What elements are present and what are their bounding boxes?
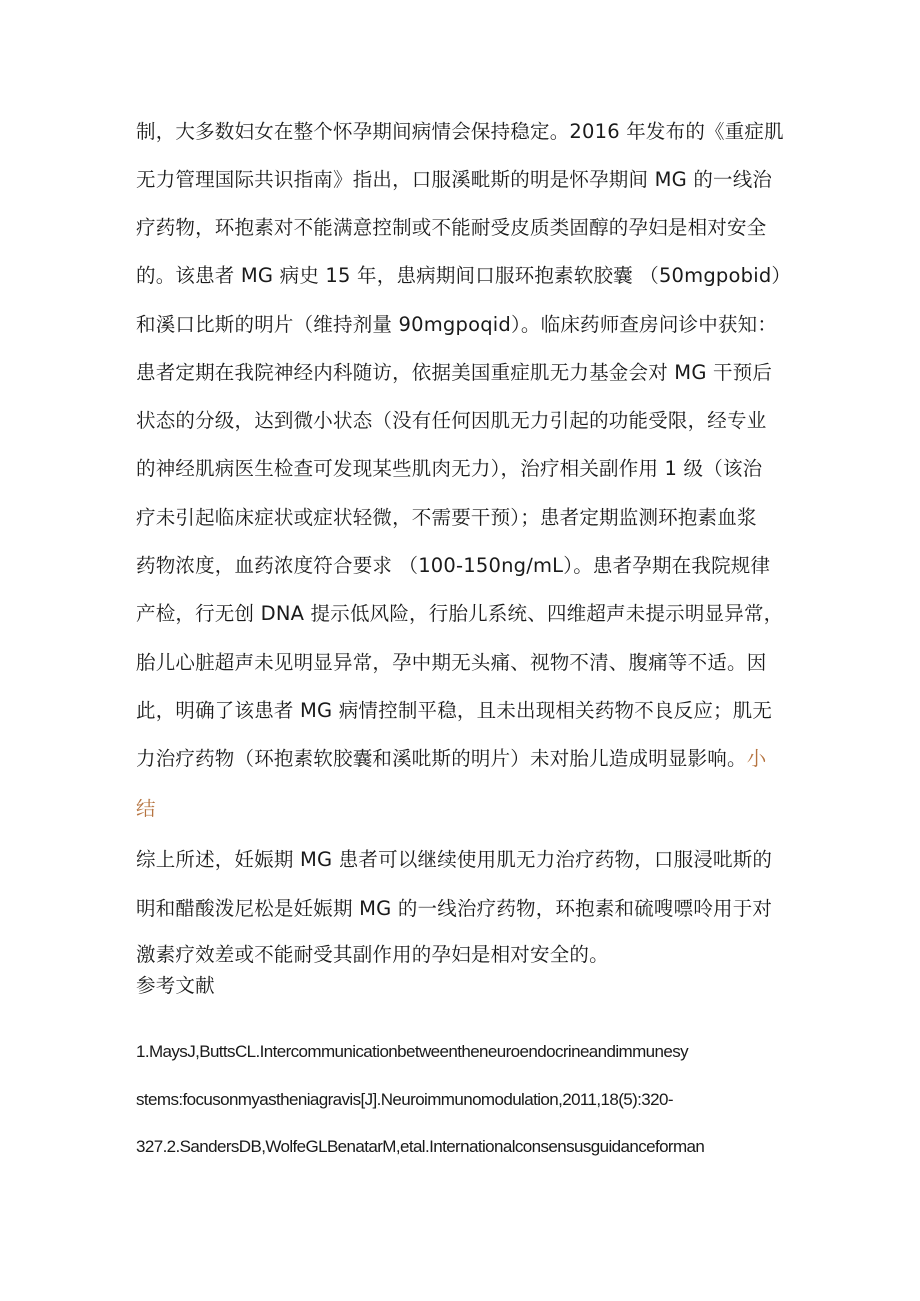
paragraph-line bbox=[136, 745, 816, 773]
paragraph-line: 的。该患者 MG 病史 15 年，患病期间口服环抱素软胶囊 （50mgpobid） bbox=[136, 264, 792, 287]
paragraph-line-text: 力治疗药物（环抱素软胶囊和溪吡斯的明片）未对胎儿造成明显影响。 bbox=[136, 747, 747, 770]
paragraph-line: 患者定期在我院神经内科随访，依据美国重症肌无力基金会对 MG 干预后 bbox=[136, 361, 773, 384]
paragraph-line: 此，明确了该患者 MG 病情控制平稳，且未出现相关药物不良反应；肌无 bbox=[136, 699, 773, 722]
paragraph-line: 无力管理国际共识指南》指出，口服溪毗斯的明是怀孕期间 MG 的一线治 bbox=[136, 168, 773, 191]
paragraph-line: 产检，行无创 DNA 提示低风险，行胎儿系统、四维超声未提示明显异常， bbox=[136, 602, 784, 625]
paragraph-line: 和溪口比斯的明片（维持剂量 90mgpoqid）。临床药师查房问诊中获知： bbox=[136, 313, 778, 336]
reference-line: stems:focusonmyastheniagravis[J].Neuroimmunomodulation,2011,18(5):320- bbox=[136, 1090, 673, 1109]
reference-line: 327.2.SandersDB,WolfeGLBenatarM,etal.Internationalconsensusguidanceforman bbox=[136, 1137, 705, 1156]
section-heading-summary-part1: 小 bbox=[746, 747, 767, 770]
paragraph-line: 疗未引起临床症状或症状轻微，不需要干预）；患者定期监测环抱素血浆 bbox=[136, 506, 757, 529]
paragraph-line: 胎儿心脏超声未见明显异常，孕中期无头痛、视物不清、腹痛等不适。因 bbox=[136, 651, 767, 674]
references-heading: 参考文献 bbox=[136, 974, 215, 997]
paragraph-line: 的神经肌病医生检查可发现某些肌肉无力），治疗相关副作用 1 级（该治 bbox=[136, 457, 763, 480]
summary-line: 明和醋酸泼尼松是妊娠期 MG 的一线治疗药物，环抱素和硫嗖嘌呤用于对 bbox=[136, 897, 773, 920]
section-heading-summary-part2: 结 bbox=[136, 797, 156, 820]
paragraph-line: 状态的分级，达到微小状态（没有任何因肌无力引起的功能受限，经专业 bbox=[136, 409, 767, 432]
summary-line: 激素疗效差或不能耐受其副作用的孕妇是相对安全的。 bbox=[136, 943, 609, 966]
paragraph-line: 制，大多数妇女在整个怀孕期间病情会保持稳定。2016 年发布的《重症肌 bbox=[136, 120, 784, 143]
reference-line: 1.MaysJ,ButtsCL.Intercommunicationbetweentheneuroendocrineandimmunesy bbox=[136, 1042, 689, 1061]
summary-line: 综上所述，妊娠期 MG 患者可以继续使用肌无力治疗药物，口服浸吡斯的 bbox=[136, 848, 773, 871]
paragraph-line: 药物浓度，血药浓度符合要求 （100-150ng∕mL）。患者孕期在我院规律 bbox=[136, 554, 771, 577]
paragraph-line: 疗药物，环抱素对不能满意控制或不能耐受皮质类固醇的孕妇是相对安全 bbox=[136, 216, 767, 239]
